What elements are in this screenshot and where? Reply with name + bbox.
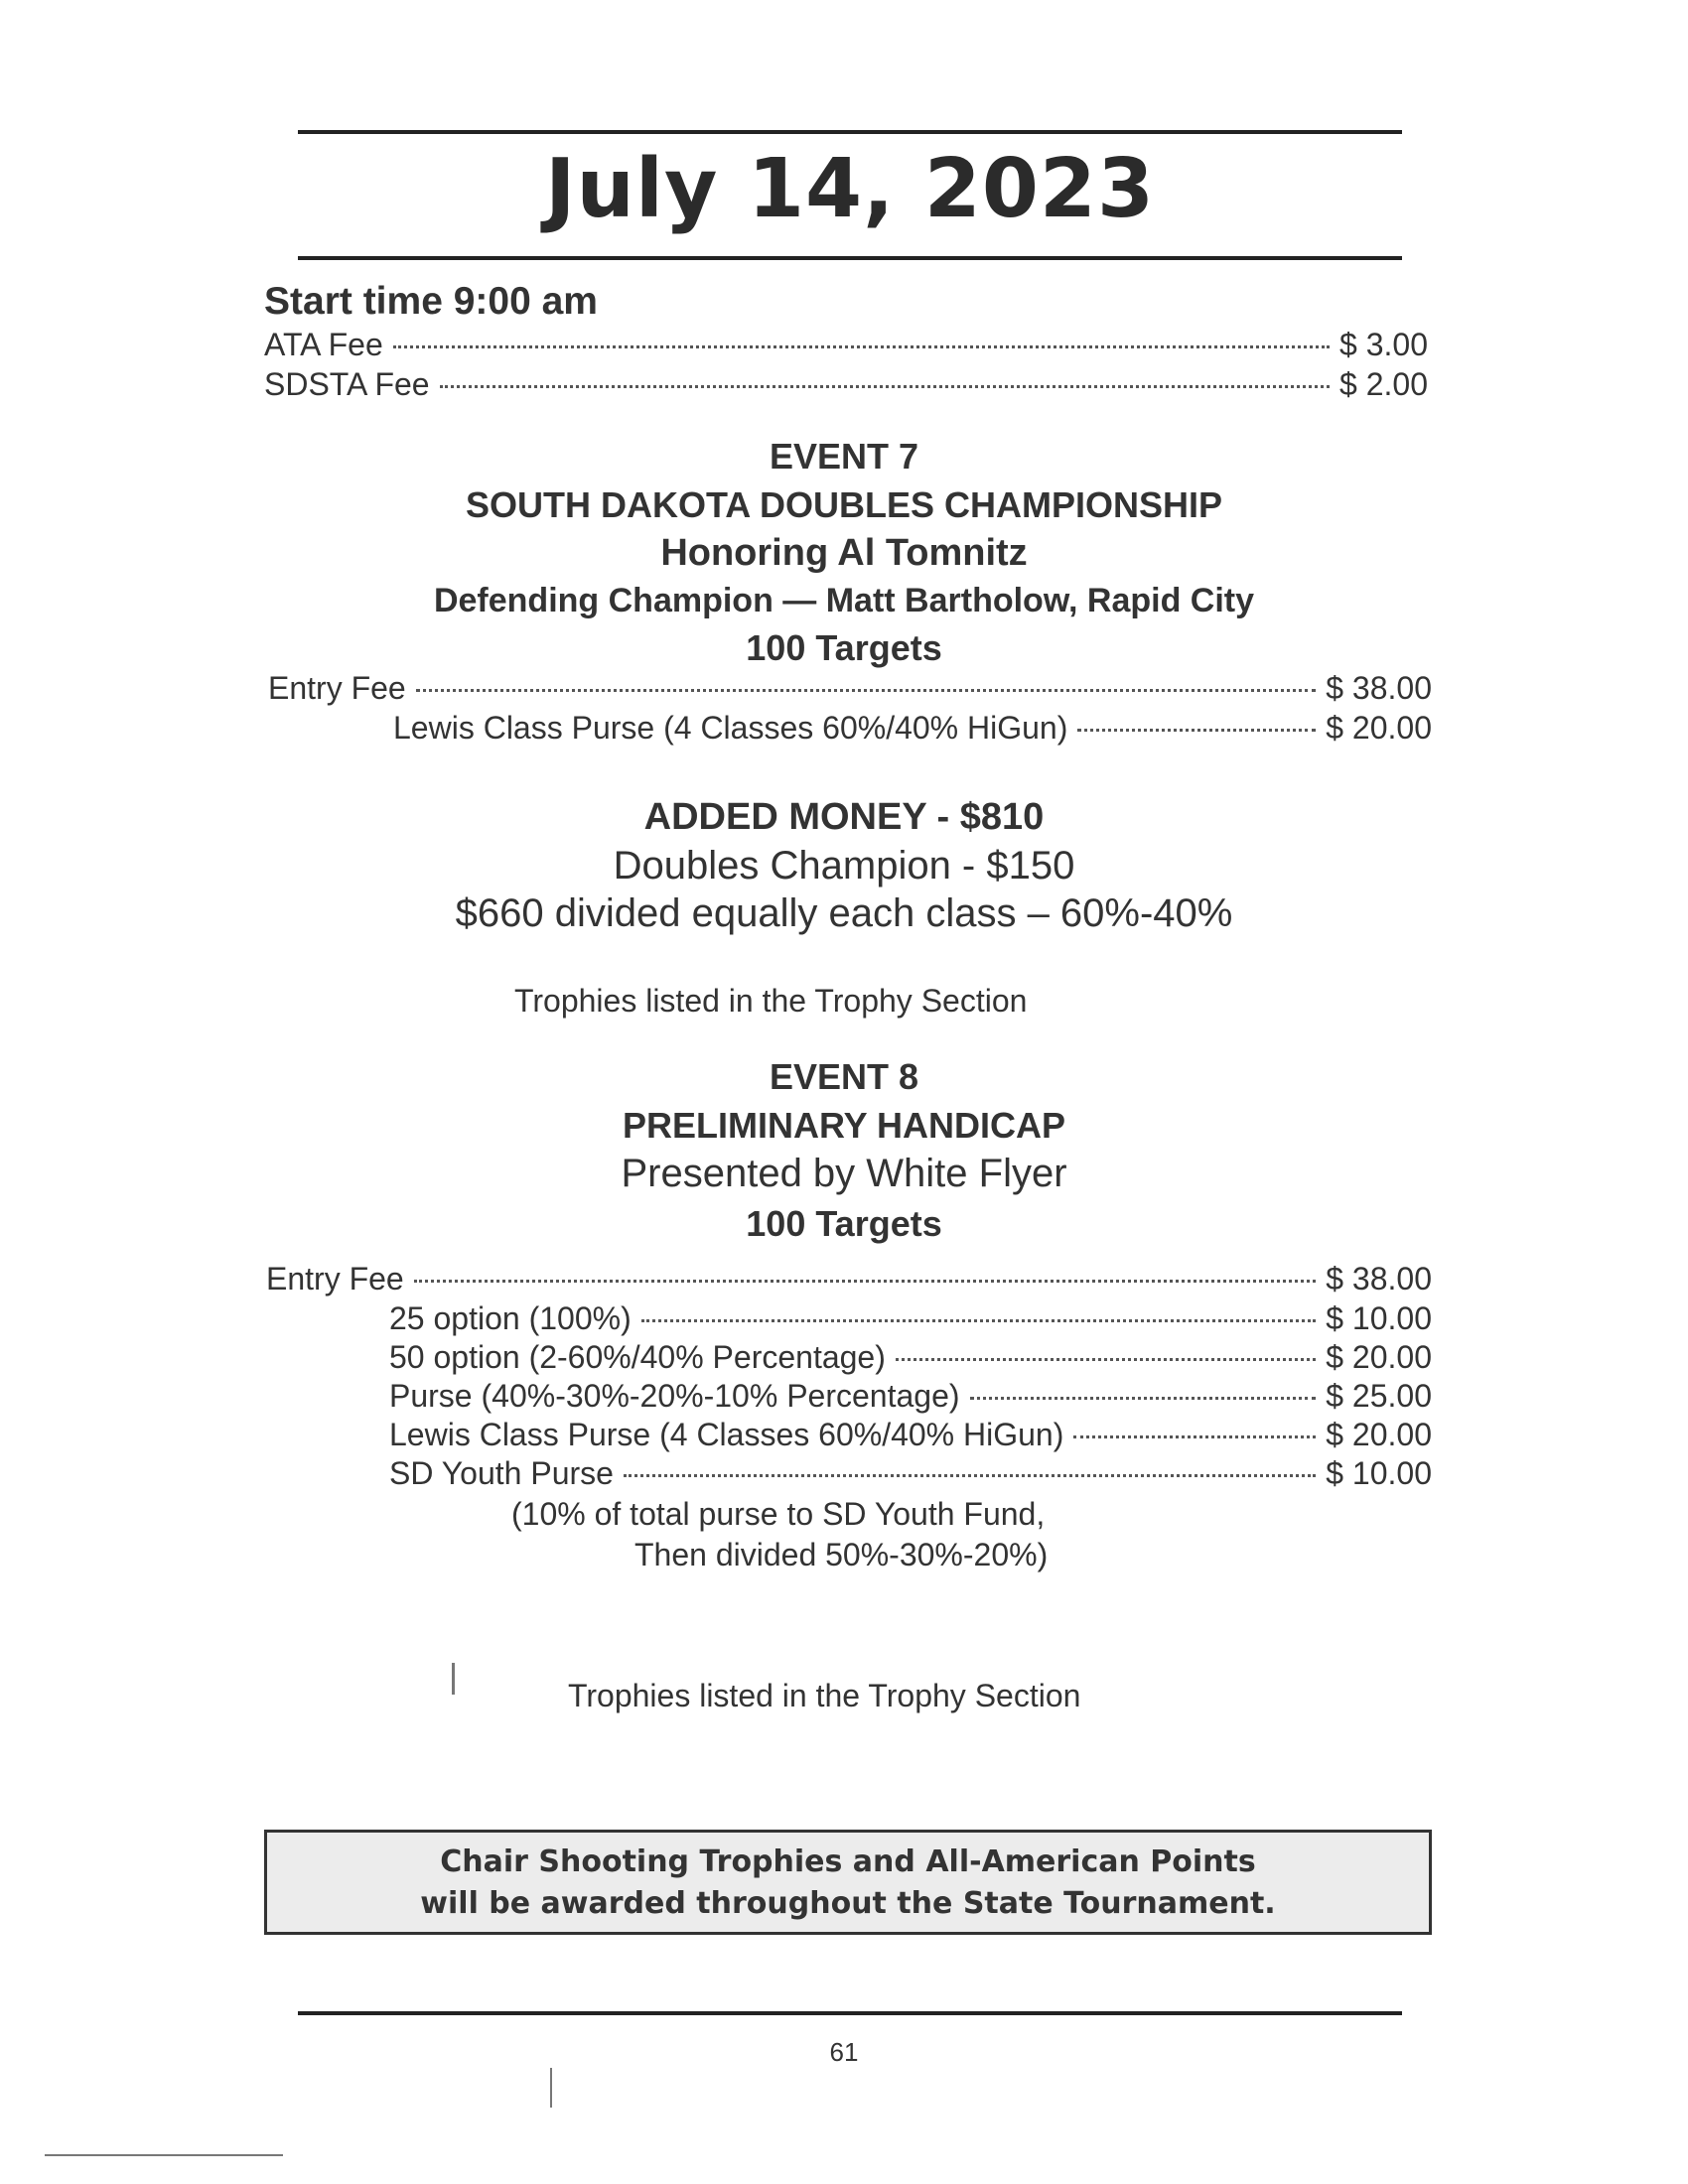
event7-class-division: $660 divided equally each class – 60%-40% <box>455 891 1233 935</box>
event7-option-row <box>393 710 1432 747</box>
event8-number: EVENT 8 <box>769 1056 919 1097</box>
date-underline-rule <box>298 256 1402 260</box>
event7-number: EVENT 7 <box>769 436 919 477</box>
option-amount: $ 25.00 <box>1326 1378 1432 1414</box>
option-label: Purse (40%-30%-20%-10% Percentage) <box>389 1378 960 1414</box>
event7-champion-prize: Doubles Champion - $150 <box>613 844 1075 887</box>
event8-presented-by: Presented by White Flyer <box>621 1152 1067 1195</box>
event8-youth-note-line1: (10% of total purse to SD Youth Fund, <box>511 1496 1046 1532</box>
fee-amount: $ 3.00 <box>1339 327 1428 362</box>
event8-title: PRELIMINARY HANDICAP <box>622 1105 1066 1146</box>
dot-leader <box>624 1474 1316 1477</box>
top-rule <box>298 130 1402 134</box>
event7-trophies-note: Trophies listed in the Trophy Section <box>514 983 1028 1019</box>
event8-trophies-note: Trophies listed in the Trophy Section <box>568 1678 1081 1713</box>
event8-entry-fee-row <box>266 1261 1432 1297</box>
footer-rule <box>298 2011 1402 2015</box>
event8-option-row <box>389 1417 1432 1453</box>
fee-label: Entry Fee <box>268 670 406 706</box>
dot-leader <box>1077 729 1316 732</box>
option-amount: $ 20.00 <box>1326 1417 1432 1452</box>
option-amount: $ 20.00 <box>1326 710 1432 746</box>
option-amount: $ 20.00 <box>1326 1339 1432 1375</box>
option-label: Lewis Class Purse (4 Classes 60%/40% HiGun) <box>389 1417 1064 1452</box>
scan-mark <box>45 2154 283 2156</box>
notice-line-1: Chair Shooting Trophies and All-American Points <box>440 1844 1256 1879</box>
event8-option-row <box>389 1455 1432 1492</box>
option-label: SD Youth Purse <box>389 1455 614 1491</box>
fee-label: Entry Fee <box>266 1261 404 1297</box>
event7-targets: 100 Targets <box>746 627 942 668</box>
fee-amount: $ 38.00 <box>1326 1261 1432 1297</box>
dot-leader <box>970 1397 1317 1400</box>
scan-mark <box>550 2068 552 2108</box>
dot-leader <box>440 385 1330 388</box>
fee-label: SDSTA Fee <box>264 366 430 402</box>
event7-title: SOUTH DAKOTA DOUBLES CHAMPIONSHIP <box>465 484 1222 525</box>
page-date-title: July 14, 2023 <box>544 142 1156 236</box>
event8-option-row <box>389 1378 1432 1415</box>
event7-defending-champion: Defending Champion — Matt Bartholow, Rapid City <box>433 582 1255 619</box>
fee-amount: $ 2.00 <box>1339 366 1428 402</box>
event7-entry-fee-row <box>268 670 1432 707</box>
chair-shooting-notice-box <box>264 1830 1432 1935</box>
scan-mark <box>452 1663 455 1695</box>
dot-leader <box>393 345 1330 348</box>
event7-honoring: Honoring Al Tomnitz <box>660 532 1028 574</box>
dot-leader <box>1073 1435 1316 1438</box>
event8-option-row <box>389 1300 1432 1337</box>
dot-leader <box>414 1280 1317 1283</box>
fee-label: ATA Fee <box>264 327 383 362</box>
start-time: Start time 9:00 am <box>264 280 598 323</box>
option-amount: $ 10.00 <box>1326 1300 1432 1336</box>
event8-targets: 100 Targets <box>746 1203 942 1244</box>
fee-amount: $ 38.00 <box>1326 670 1432 706</box>
notice-line-2: will be awarded throughout the State Tournament. <box>420 1886 1276 1921</box>
dot-leader <box>416 689 1317 692</box>
event8-youth-note-line2: Then divided 50%-30%-20%) <box>634 1537 1049 1572</box>
option-amount: $ 10.00 <box>1326 1455 1432 1491</box>
dot-leader <box>641 1319 1317 1322</box>
event7-added-money: ADDED MONEY - $810 <box>643 796 1045 838</box>
option-label: Lewis Class Purse (4 Classes 60%/40% HiGun) <box>393 710 1068 746</box>
option-label: 50 option (2-60%/40% Percentage) <box>389 1339 886 1375</box>
page-number: 61 <box>829 2037 859 2067</box>
fee-row-ata <box>264 327 1428 363</box>
option-label: 25 option (100%) <box>389 1300 632 1336</box>
fee-row-sdsta <box>264 366 1428 403</box>
event8-option-row <box>389 1339 1432 1376</box>
dot-leader <box>896 1358 1316 1361</box>
